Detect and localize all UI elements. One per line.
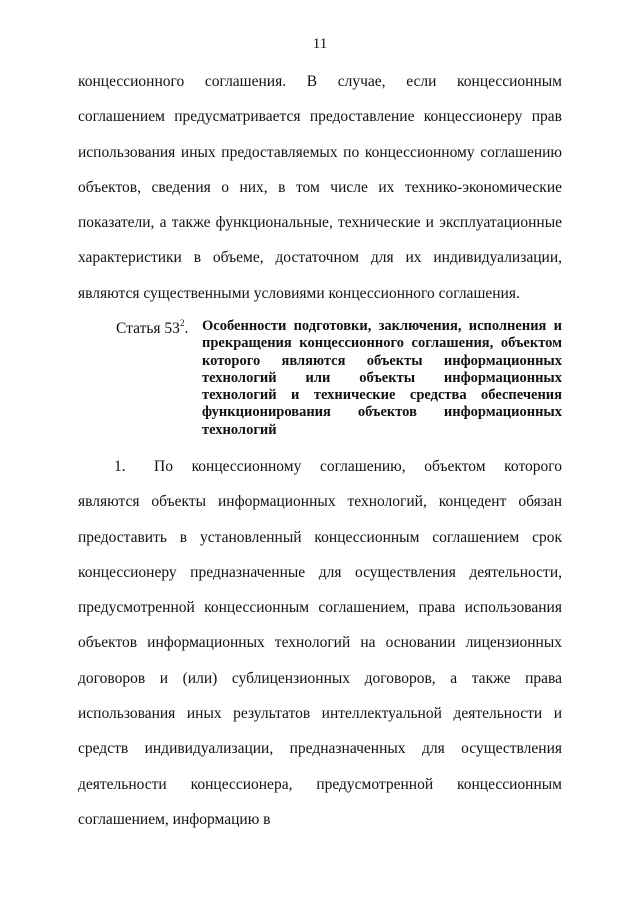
paragraph-number: 1. — [114, 458, 126, 475]
article-label-text: Статья 53 — [116, 320, 180, 337]
paragraph-continuation — [78, 64, 562, 311]
numbered-paragraph — [78, 449, 562, 837]
paragraph-body — [78, 449, 562, 837]
article-title: Особенности подготовки, заключения, исполнения и прекращения концессионного соглашения, объектом которого являются объекты информационных технологий или объекты информационных технологий и технические средства обеспечения функционирования объектов информационных технологий — [202, 318, 562, 438]
paragraph-text: концессионного соглашения. В случае, если концессионным соглашением предусматривается предоставление концессионеру прав использования иных предоставляемых по концессионному соглашению объектов, сведения о них, в том числе их технико-экономические показатели, а также функциональные, технические и эксплуатационные характеристики в объеме, достаточном для их индивидуализации, являются существенными условиями концессионного соглашения. — [78, 73, 562, 302]
article-label — [116, 318, 188, 338]
article-label-superscript: 2 — [179, 318, 185, 328]
paragraph-text: По концессионному соглашению, объектом которого являются объекты информационных технологий, концедент обязан предоставить в установленный концессионным соглашением срок концессионеру предназначенные для осуществления деятельности, предусмотренной концессионным соглашением, права использования объектов информационных технологий на основании лицензионных договоров и (или) сублицензионных договоров, а также права использования иных результатов интеллектуальной деятельности и средств индивидуализации, предназначенных для осуществления деятельности концессионера, предусмотренной концессионным соглашением, информацию в — [78, 458, 562, 828]
page-number: 11 — [312, 36, 328, 52]
article-label-suffix: . — [184, 320, 189, 337]
